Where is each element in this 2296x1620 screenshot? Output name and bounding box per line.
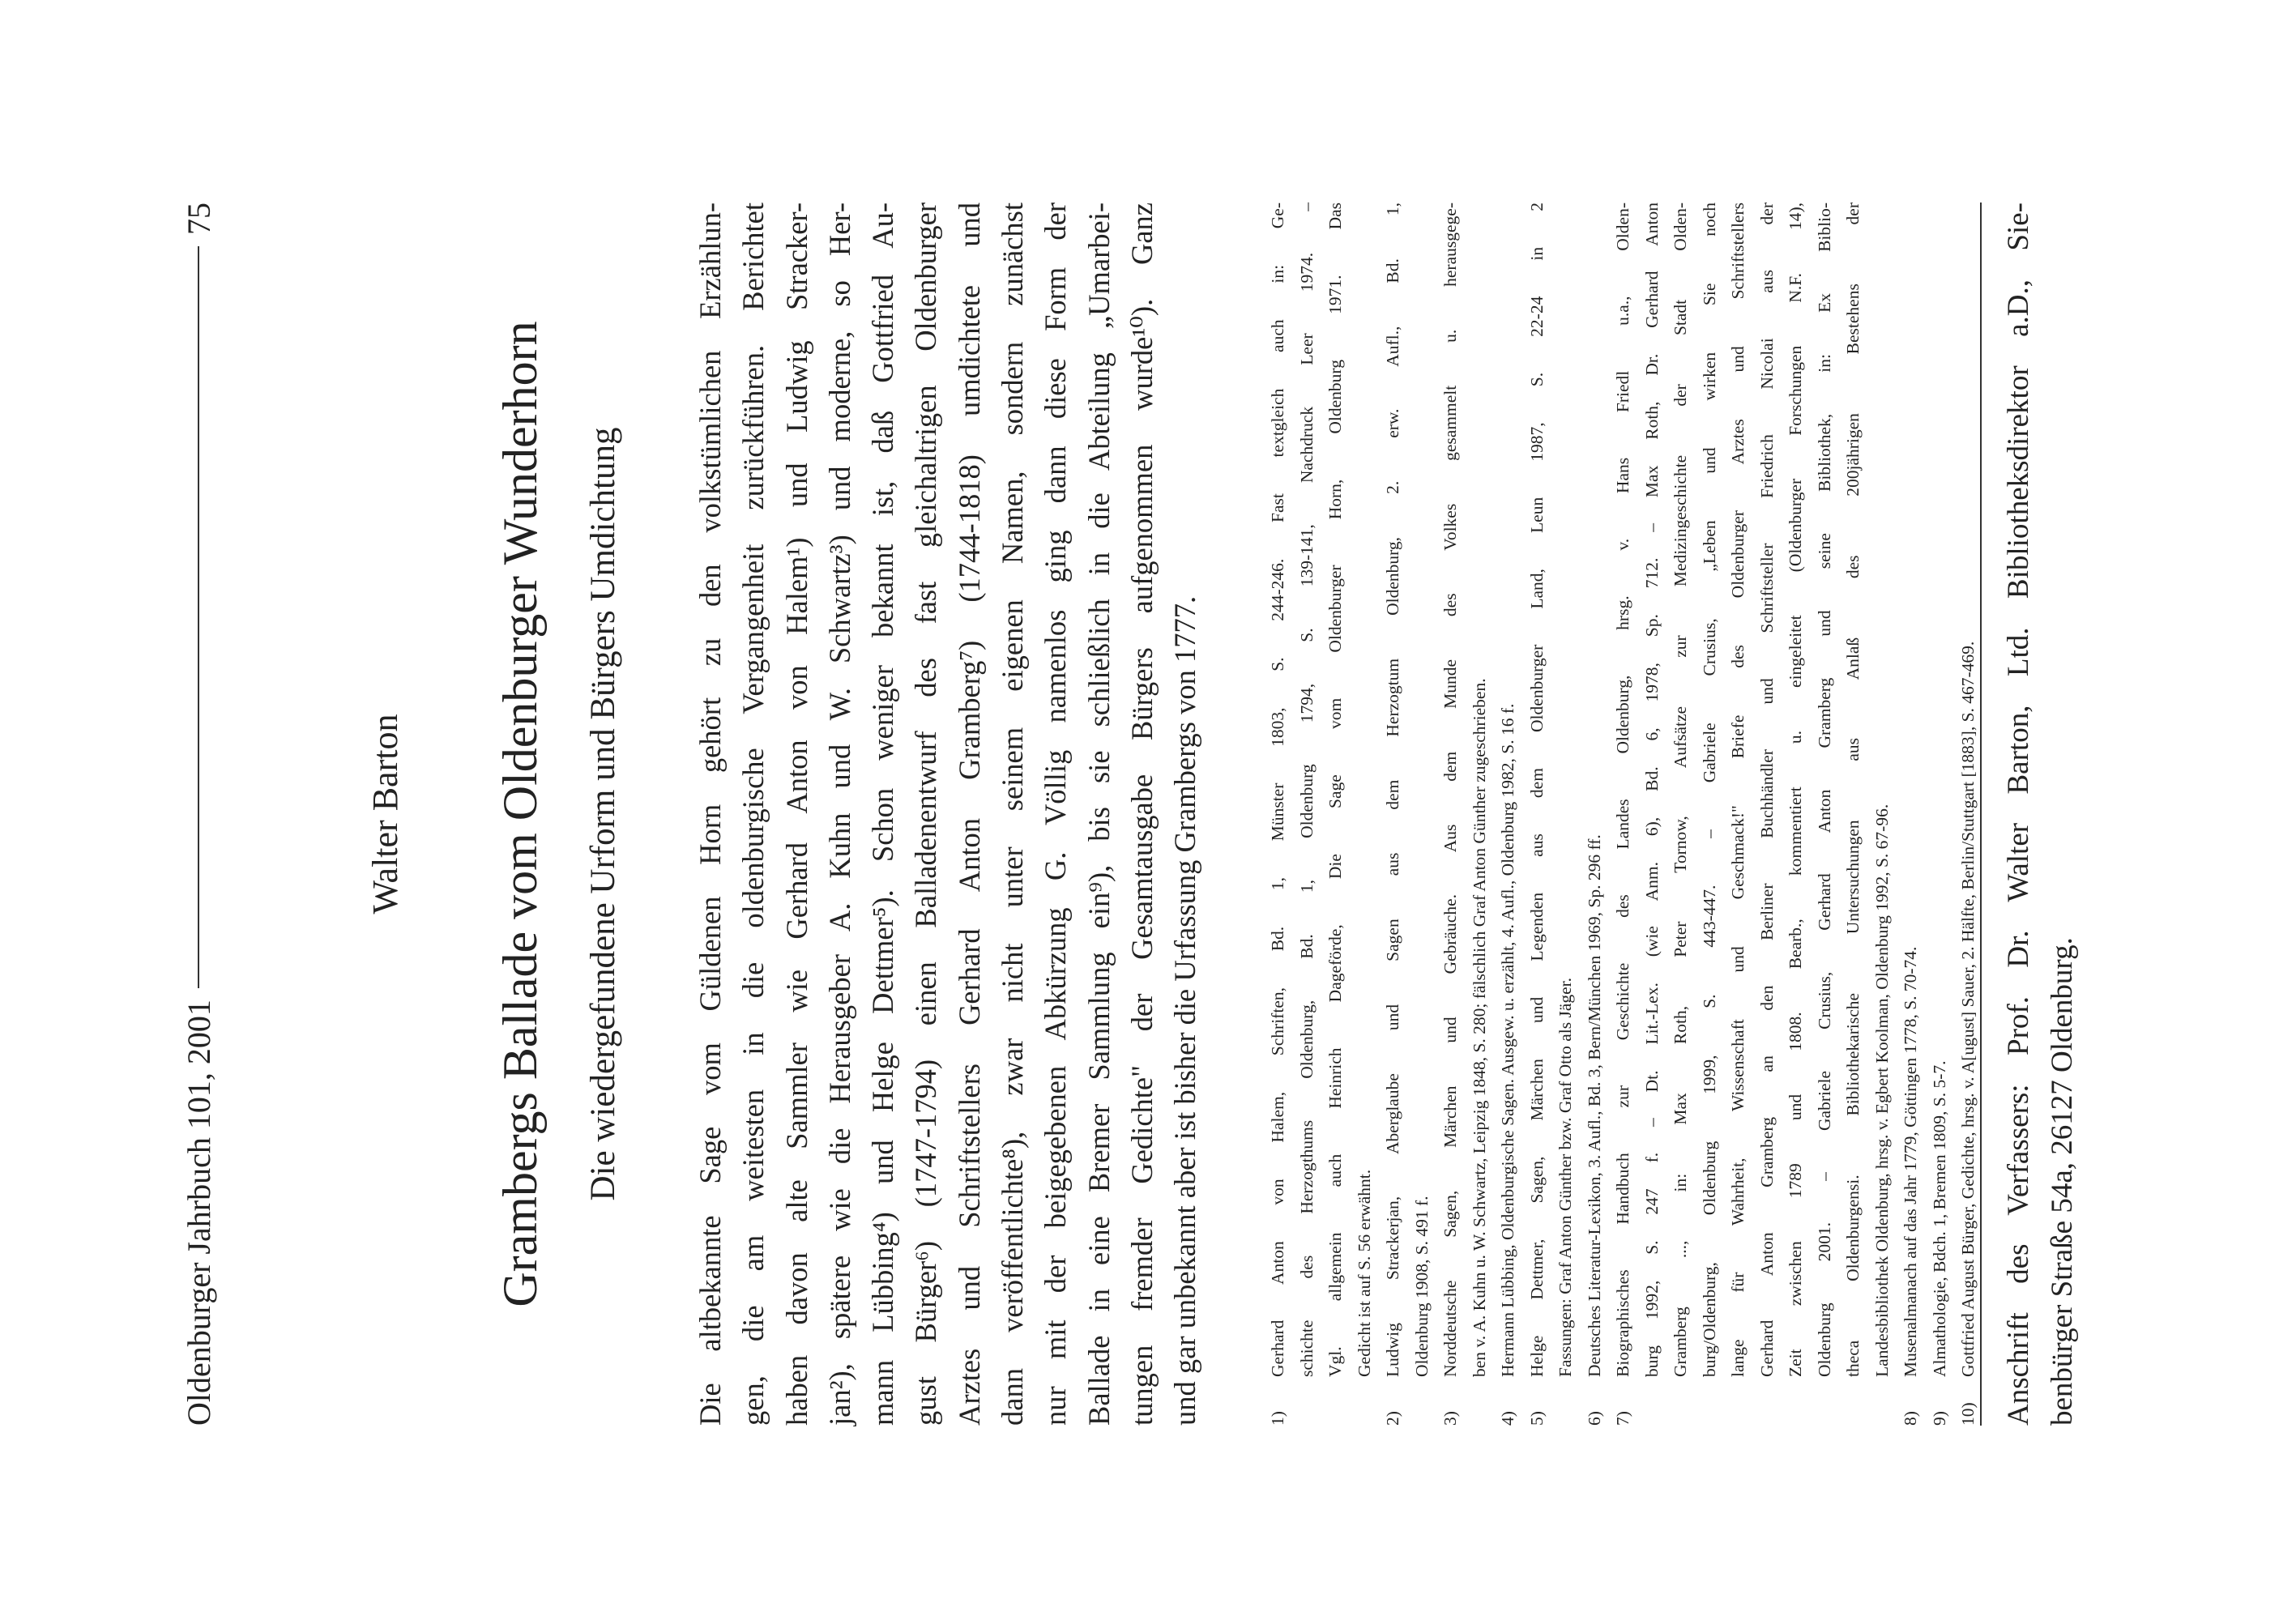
footnote	[1897, 202, 1926, 1426]
footnote	[1609, 202, 1897, 1426]
footnote-line: Norddeutsche Sagen, Märchen und Gebräuche. Aus dem Munde des Volkes gesammelt u. herausgege-	[1440, 202, 1460, 1377]
footnote-line: Fassungen: Graf Anton Günther bzw. Graf Otto als Jäger.	[1556, 978, 1575, 1377]
body-line: gen, die am weitesten in die oldenburgische Vergangenheit zurückführen. Berichtet	[736, 202, 770, 1426]
author-address	[1997, 202, 2085, 1426]
footnote-line: Hermann Lübbing, Oldenburgische Sagen. Ausgew. u. erzählt, 4. Aufl., Oldenburg 1982, S. 16 f.	[1498, 703, 1517, 1377]
footnote-number: 8)	[1901, 1411, 1920, 1426]
footnote-line: Gramberg ..., in: Max Roth, Peter Tornow, Aufsätze zur Medizingeschichte der Stadt Olden-	[1671, 202, 1690, 1377]
footnote-line: Almathologie, Bdch. 1, Bremen 1809, S. 5-7.	[1929, 1060, 1949, 1377]
body-line: jan²), spätere wie die Herausgeber A. Kuhn und W. Schwartz³) und moderne, so Her-	[822, 202, 856, 1426]
address-line: benbürger Straße 54a, 26127 Oldenburg.	[2046, 937, 2079, 1426]
article-title: Grambergs Ballade vom Oldenburger Wunderhorn	[493, 321, 547, 1307]
body-line: Ballade in eine Bremer Sammlung ein⁹), bis sie schließlich in die Abteilung „Umarbei-	[1082, 202, 1116, 1426]
footnote	[1436, 202, 1494, 1426]
body-line: tungen fremder Gedichte" der Gesamtausgabe Bürgers aufgenommen wurde¹⁰). Ganz	[1125, 202, 1159, 1426]
body-text	[689, 202, 1207, 1426]
address-line: Anschrift des Verfassers: Prof. Dr. Walter Barton, Ltd. Bibliotheksdirektor a.D., Sie-	[2002, 202, 2035, 1426]
footnote-line: Ludwig Strackerjan, Aberglaube und Sagen aus dem Herzogtum Oldenburg, 2. erw. Aufl., Bd. 1,	[1383, 202, 1402, 1377]
body-line: Die altbekannte Sage vom Güldenen Horn gehört zu den volkstümlichen Erzählun-	[693, 202, 727, 1426]
body-line: und gar unbekannt aber ist bisher die Urfassung Grambergs von 1777.	[1168, 595, 1202, 1426]
footnote-text	[1954, 202, 1983, 1377]
footnote-line: Oldenburg 2001. – Gabriele Crusius, Gerhard Anton Gramberg und seine Bibliothek, in: Ex Biblio-	[1814, 202, 1834, 1377]
footnote-line: Oldenburg 1908, S. 491 f.	[1411, 1196, 1432, 1377]
footnote-line: schichte des Herzogthums Oldenburg, Bd. 1, Oldenburg 1794, S. 139-141, Nachdruck Leer 1974. –	[1296, 202, 1317, 1377]
footnote-line: Gottfried August Bürger, Gedichte, hrsg. v. A[ugust] Sauer, 2. Hälfte, Berlin/Stuttgart [1883], S. 467-469.	[1958, 641, 1978, 1377]
footnote	[1494, 202, 1523, 1426]
body-line: Arztes und Schriftstellers Gerhard Anton Gramberg⁷) (1744-1818) umdichtete und	[952, 202, 986, 1426]
footnote-line: burg/Oldenburg, Oldenburg 1999, S. 443-447. – Gabriele Crusius, „Leben und wirken Sie noch	[1699, 202, 1719, 1377]
journal-title: Oldenburger Jahrbuch 101, 2001	[180, 1000, 217, 1426]
footnote-number: 9)	[1929, 1411, 1949, 1426]
footnote-number: 7)	[1613, 1411, 1632, 1426]
footnote-line: Deutsches Literatur-Lexikon, 3. Aufl., Bd. 3, Bern/München 1969, Sp. 296 ff.	[1584, 834, 1604, 1377]
footnote-line: theca Oldenburgensi. Bibliothekarische Untersuchungen aus Anlaß des 200jährigen Bestehens der	[1843, 202, 1863, 1377]
author-name: Walter Barton	[365, 714, 405, 914]
footnote	[1379, 202, 1436, 1426]
body-line: mann Lübbing⁴) und Helge Dettmer⁵). Schon weniger bekannt ist, daß Gottfried Au-	[866, 202, 900, 1426]
footnote-line: Gerhard Anton von Halem, Schriften, Bd. 1, Münster 1803, S. 244-246. Fast textgleich auch in: Ge-	[1268, 202, 1287, 1377]
footnote-number: 4)	[1498, 1411, 1517, 1426]
body-line: dann veröffentlichte⁸), zwar nicht unter seinem eigenen Namen, sondern zunächst	[996, 202, 1030, 1426]
body-line: haben davon alte Sammler wie Gerhard Anton von Halem¹) und Ludwig Stracker-	[779, 202, 813, 1426]
footnote-line: Helge Dettmer, Sagen, Märchen und Legenden aus dem Oldenburger Land, Leun 1987, S. 22-24 in 2	[1526, 202, 1547, 1377]
address-rule	[1980, 202, 1982, 1426]
footnote-number: 3)	[1440, 1411, 1460, 1426]
footnote-number: 5)	[1526, 1411, 1547, 1426]
footnote-text	[1581, 202, 1610, 1377]
footnote-line: Musenalmanach auf das Jahr 1779, Göttingen 1778, S. 70-74.	[1901, 946, 1920, 1377]
footnote-number: 1)	[1268, 1411, 1287, 1426]
footnote	[1581, 202, 1610, 1426]
footnote-line: Gedicht ist auf S. 56 erwähnt.	[1354, 1169, 1374, 1377]
footnote-text	[1264, 202, 1379, 1377]
footnote-number: 6)	[1584, 1411, 1604, 1426]
page-number: 75	[180, 202, 217, 235]
footnote-text	[1494, 202, 1523, 1377]
footnote-line: Landesbibliothek Oldenburg, hrsg. v. Egbert Koolman, Oldenburg 1992, S. 67-96.	[1871, 804, 1892, 1377]
footnote-line: lange für Wahrheit, Wissenschaft und Geschmack!" Briefe des Oldenburger Arztes und Schriftstellers	[1728, 202, 1748, 1377]
footnote-line: ben v. A. Kuhn u. W. Schwartz, Leipzig 1848, S. 280; fälschlich Graf Anton Günther zugeschrieben.	[1469, 678, 1489, 1377]
footnote-text	[1897, 202, 1926, 1377]
footnote-text	[1523, 202, 1581, 1377]
footnote-line: Vgl. allgemein auch Heinrich Dageförde, Die Sage vom Oldenburger Horn, Oldenburg 1971. Das	[1325, 202, 1345, 1377]
footnote	[1523, 202, 1581, 1426]
footnote-line: Biographisches Handbuch zur Geschichte des Landes Oldenburg, hrsg. v. Hans Friedl u.a., Olden-	[1613, 202, 1632, 1377]
footnote-line: Zeit zwischen 1789 und 1808. Bearb., kommentiert u. eingeleitet (Oldenburger Forschungen N.F. 14),	[1786, 202, 1805, 1377]
footnote-text	[1926, 202, 1955, 1377]
header-rule	[198, 246, 199, 988]
footnote	[1264, 202, 1379, 1426]
body-line: nur mit der beigegebenen Abkürzung G. Völlig namenlos ging dann diese Form der	[1039, 202, 1073, 1426]
footnote-text	[1609, 202, 1897, 1377]
footnote-number: 10)	[1958, 1402, 1978, 1426]
footnote-number: 2)	[1383, 1411, 1402, 1426]
body-line: gust Bürger⁶) (1747-1794) einen Balladenentwurf des fast gleichaltrigen Oldenburger	[909, 202, 943, 1426]
rotated-page	[170, 202, 2098, 1426]
footnote-line: Gerhard Anton Gramberg an den Berliner Buchhändler und Schriftsteller Friedrich Nicolai aus der	[1756, 202, 1777, 1377]
running-header	[170, 202, 227, 1426]
footnotes	[1264, 202, 1983, 1426]
footnote-line: burg 1992, S. 247 f. – Dt. Lit.-Lex. (wie Anm. 6), Bd. 6, 1978, Sp. 712. – Max Roth, Dr. Gerhard Anton	[1641, 202, 1662, 1377]
article-subtitle: Die wiedergefundene Urform und Bürgers Umdichtung	[584, 427, 622, 1201]
footnote-text	[1436, 202, 1494, 1377]
footnote	[1954, 202, 1983, 1426]
footnote-text	[1379, 202, 1436, 1377]
footnote	[1926, 202, 1955, 1426]
